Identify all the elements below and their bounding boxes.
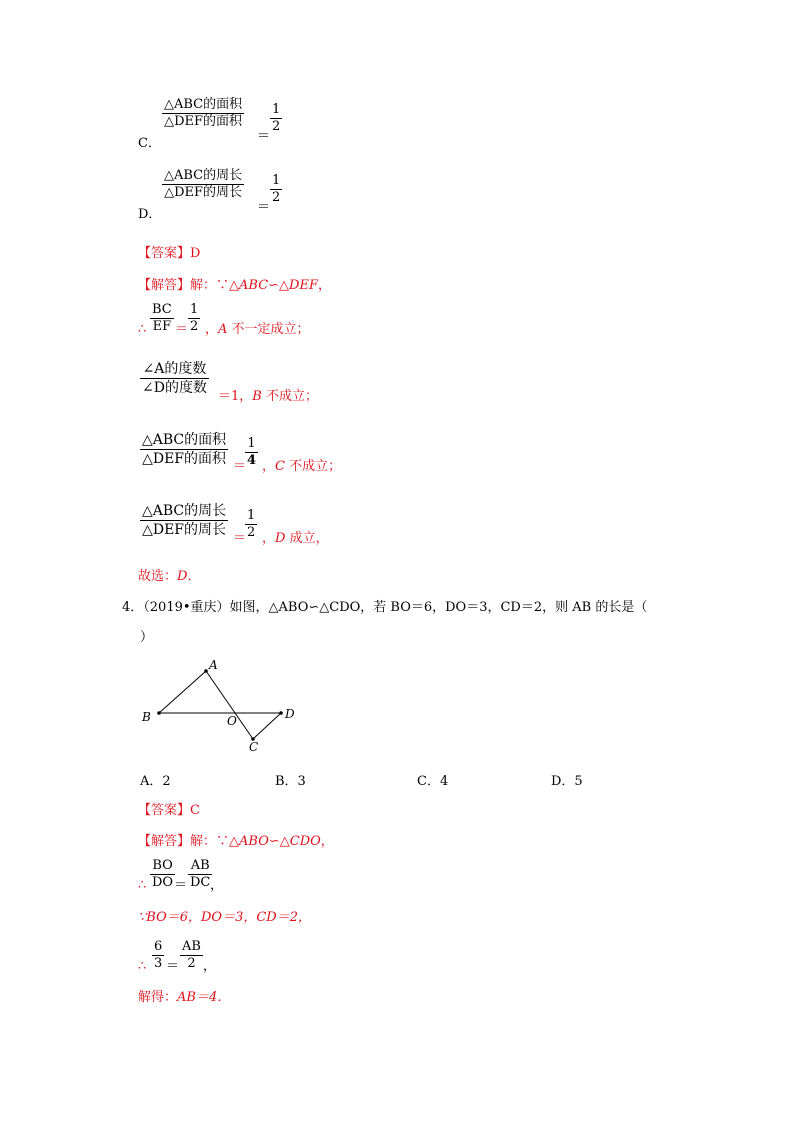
option-letter: D [275, 531, 286, 546]
equals-sign: ＝ [166, 959, 180, 974]
option-d-label: D． [138, 207, 162, 222]
therefore-symbol: ∴ [138, 959, 147, 974]
option-c-equals: ＝ [257, 129, 271, 144]
q4-option-a: A．2 [140, 774, 171, 789]
fraction-numerator: △ABC的面积 [164, 97, 243, 112]
value-denominator: 2 [247, 525, 256, 540]
value-denominator: 2 [190, 319, 199, 334]
q3-line3-value [245, 436, 258, 469]
fraction-numerator: AB [182, 939, 201, 954]
q3-line1-fraction [150, 302, 174, 335]
result-label: 解得： [138, 990, 178, 1005]
point-a [204, 669, 208, 673]
fraction-numerator: △ABC的周长 [164, 168, 243, 183]
fraction-numerator: △ABC的面积 [142, 432, 227, 448]
segment-dc [253, 713, 281, 739]
statement: 不一定成立； [231, 322, 310, 337]
fraction-numerator: 6 [154, 939, 163, 954]
chosen-option: D [177, 569, 188, 584]
option-d-equals: ＝ [257, 200, 271, 215]
fraction-numerator: BC [152, 302, 172, 317]
label-o: O [227, 714, 237, 728]
fraction-denominator: △DEF的周长 [162, 184, 244, 201]
option-c-fraction [162, 97, 244, 130]
solution-label: 【解答】解：∵ [138, 278, 230, 293]
label-d: D [285, 707, 295, 721]
point-d [279, 711, 283, 715]
result-value: AB＝4． [177, 990, 231, 1005]
fraction-denominator: ∠D的度数 [142, 380, 207, 396]
similarity-statement: △ABO∽△CDO [229, 834, 321, 849]
value-numerator: 1 [247, 436, 256, 451]
similarity-statement: △ABC∽△DEF [229, 278, 318, 293]
q4-line1-fraction-right [188, 858, 212, 891]
fraction-denominator: △DEF的面积 [140, 449, 228, 468]
fraction-numerator: AB [190, 858, 210, 873]
q3-line4-text [262, 531, 329, 547]
conclusion-label: 故选： [138, 569, 178, 584]
q3-conclusion [138, 569, 200, 585]
segment-ac [206, 671, 253, 739]
fraction-denominator: DO [152, 875, 174, 890]
statement: 成立， [289, 531, 329, 546]
segment-ba [159, 671, 206, 713]
fraction-numerator: △ABC的周长 [142, 503, 227, 519]
q4-line1-fraction-left [150, 858, 175, 891]
punct: ． [187, 569, 201, 584]
q4-solution-head [138, 834, 334, 850]
q4-option-d: D．5 [551, 774, 583, 789]
q4-option-b: B．3 [275, 774, 306, 789]
label-b: B [142, 710, 151, 724]
fraction-numerator: BO [152, 858, 173, 873]
value-numerator: 1 [272, 102, 281, 117]
punct: ， [262, 531, 276, 546]
fraction-denominator: △DEF的周长 [140, 520, 228, 539]
q4-given: ∵BO＝6，DO＝3，CD＝2， [138, 910, 311, 925]
q4-option-c: C．4 [417, 774, 449, 789]
q3-line1-value [188, 302, 200, 335]
equals-sign: ＝ [233, 531, 247, 546]
q4-line2-fraction-right [180, 939, 203, 972]
fraction-denominator: DC [190, 875, 211, 890]
option-d-fraction [162, 168, 244, 201]
q4-figure [138, 658, 318, 758]
q3-line2-text [218, 389, 318, 405]
fraction-denominator: 2 [180, 955, 203, 972]
fraction-numerator: ∠A的度数 [142, 361, 207, 377]
fraction-denominator: EF [150, 318, 174, 335]
punct: ， [203, 959, 217, 974]
q3-line1-text: ，A 不一定成立； [205, 322, 310, 337]
equals-sign: ＝ [175, 322, 189, 337]
fraction-denominator: 3 [154, 956, 163, 971]
statement: 不成立； [265, 389, 318, 404]
label-c: C [249, 740, 259, 754]
fraction-denominator: △DEF的面积 [162, 113, 244, 130]
therefore-symbol: ∴ [138, 322, 147, 337]
equals-sign: ＝ [233, 459, 247, 474]
option-letter: C [275, 459, 285, 474]
option-letter: A [218, 322, 228, 337]
therefore-symbol: ∴ [138, 878, 147, 893]
punct: ， [317, 278, 331, 293]
value: ＝1， [218, 389, 253, 404]
label-a: A [209, 658, 218, 672]
q3-line3-text [262, 459, 341, 475]
option-c-value [270, 102, 282, 135]
q4-stem: 4．（2019•重庆）如图，△ABO∽△CDO，若 BO＝6，DO＝3，CD＝2，则 AB 的长是（ [122, 600, 648, 615]
punct: ， [320, 834, 334, 849]
value-denominator: 2 [272, 119, 281, 134]
punct: ， [262, 459, 276, 474]
q3-line3-fraction [140, 431, 228, 468]
q3-answer: 【答案】D [138, 246, 201, 261]
statement: 不成立； [289, 459, 342, 474]
option-c-label: C． [138, 136, 161, 151]
value-numerator: 1 [272, 173, 281, 188]
equals-sign: ＝ [174, 878, 188, 893]
value-denominator: 2 [272, 190, 281, 205]
q3-line4-value [245, 508, 257, 541]
punct: ， [210, 878, 224, 893]
point-b [157, 711, 161, 715]
q4-answer: 【答案】C [138, 803, 200, 818]
value-denominator: 4 [247, 453, 257, 468]
solution-label: 【解答】解：∵ [138, 834, 230, 849]
q3-line2-fraction [140, 360, 209, 397]
value-numerator: 1 [247, 508, 256, 523]
q4-line2-fraction-left [152, 939, 164, 972]
option-letter: B [252, 389, 262, 404]
value-numerator: 1 [190, 302, 199, 317]
q3-solution-head [138, 278, 331, 294]
option-d-value [270, 173, 282, 206]
q4-result [138, 990, 230, 1006]
q4-stem-close: ） [140, 630, 154, 645]
q3-line4-fraction [140, 502, 228, 539]
